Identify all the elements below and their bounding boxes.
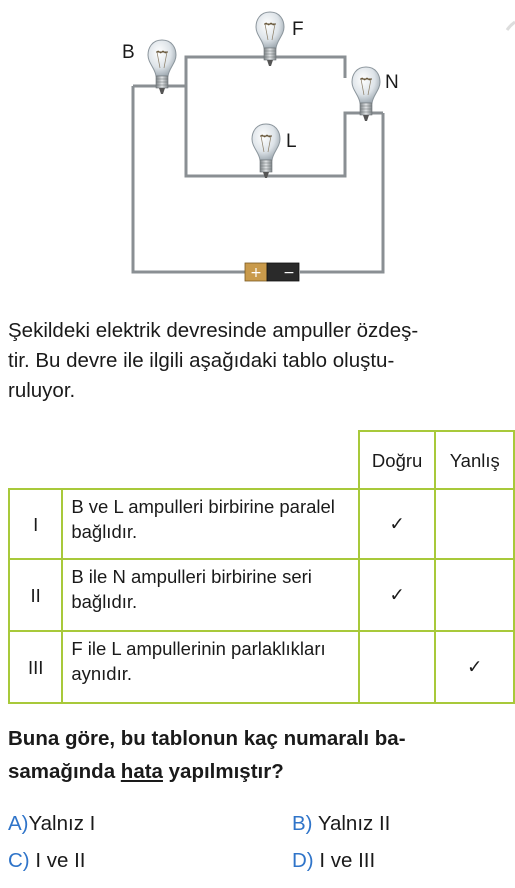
option-a-letter: A) bbox=[8, 812, 29, 835]
label-N: N bbox=[385, 72, 399, 93]
option-c-letter: C) bbox=[8, 849, 30, 872]
question-pre: samağında bbox=[8, 760, 121, 783]
problem-text bbox=[8, 316, 508, 406]
option-c[interactable] bbox=[8, 849, 85, 873]
question-line-1: Buna göre, bu tablonun kaç numaralı ba- bbox=[8, 727, 406, 750]
label-B: B bbox=[122, 42, 135, 63]
option-d-text: I ve III bbox=[313, 849, 376, 872]
option-b-text: Yalnız II bbox=[312, 812, 391, 835]
option-b-letter: B) bbox=[292, 812, 313, 835]
table-row bbox=[9, 631, 514, 703]
row-number: I bbox=[9, 489, 62, 559]
problem-line: ruluyor. bbox=[8, 379, 76, 402]
battery-plus: + bbox=[250, 265, 262, 281]
question-line-2 bbox=[8, 755, 508, 788]
row-number: III bbox=[9, 631, 62, 703]
battery bbox=[245, 263, 299, 281]
option-c-text: I ve II bbox=[29, 849, 86, 872]
label-L: L bbox=[286, 131, 297, 152]
table-row bbox=[9, 559, 514, 631]
checkmark-icon: ✓ bbox=[435, 631, 514, 703]
wires bbox=[133, 57, 383, 272]
circuit-diagram bbox=[0, 0, 515, 300]
cropped-edge bbox=[507, 22, 515, 30]
option-d-letter: D) bbox=[292, 849, 314, 872]
row-statement: B ile N ampulleri birbirine seri bağlıdır. bbox=[62, 559, 359, 631]
table-header-row bbox=[9, 431, 514, 489]
header-correct: Doğru bbox=[359, 431, 436, 489]
header-wrong: Yanlış bbox=[435, 431, 514, 489]
option-a-text: Yalnız I bbox=[28, 812, 96, 835]
option-a[interactable] bbox=[8, 812, 95, 836]
bulb-L bbox=[252, 124, 280, 178]
row-number: II bbox=[9, 559, 62, 631]
row-statement: F ile L ampullerinin parlaklıkları aynıdır. bbox=[62, 631, 359, 703]
empty-corner bbox=[9, 431, 359, 489]
battery-minus: − bbox=[283, 265, 295, 281]
checkmark-icon bbox=[359, 631, 436, 703]
truth-table bbox=[8, 430, 515, 704]
question-post: yapılmıştır? bbox=[162, 760, 284, 783]
problem-line: tir. Bu devre ile ilgili aşağıdaki tablo oluştu- bbox=[8, 349, 395, 372]
question-underlined-word: hata bbox=[120, 760, 163, 783]
checkmark-icon bbox=[435, 559, 514, 631]
checkmark-icon bbox=[435, 489, 514, 559]
option-b[interactable] bbox=[292, 812, 390, 836]
label-F: F bbox=[292, 19, 304, 40]
question-text bbox=[8, 722, 508, 788]
checkmark-icon: ✓ bbox=[359, 489, 436, 559]
problem-line: Şekildeki elektrik devresinde ampuller özdeş- bbox=[8, 319, 419, 342]
table-row bbox=[9, 489, 514, 559]
option-d[interactable] bbox=[292, 849, 375, 873]
checkmark-icon: ✓ bbox=[359, 559, 436, 631]
row-statement: B ve L ampulleri birbirine paralel bağlıdır. bbox=[62, 489, 359, 559]
